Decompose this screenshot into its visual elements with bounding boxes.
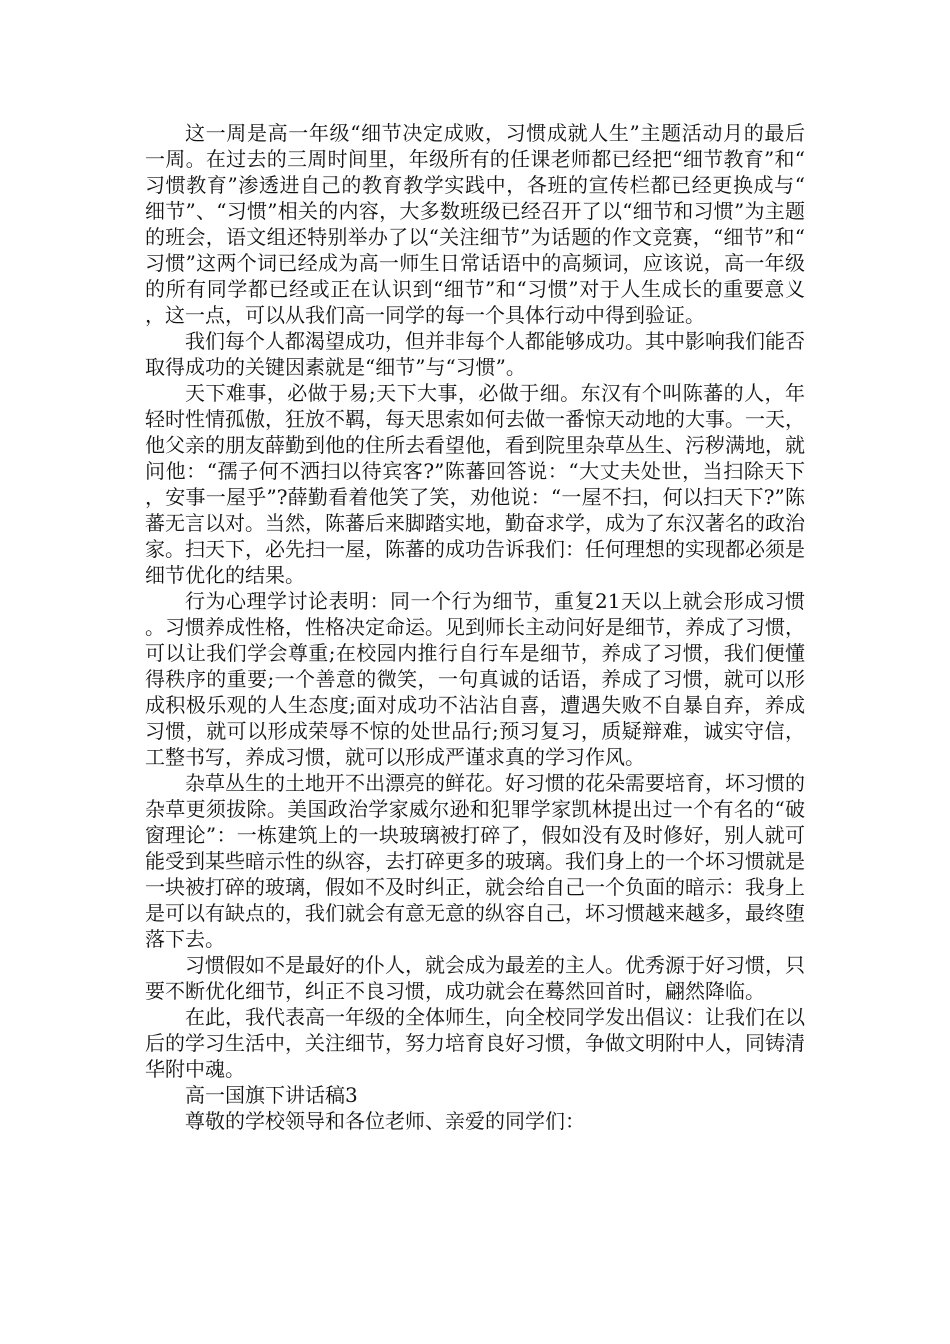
paragraph-broken-window: 杂草丛生的土地开不出漂亮的鲜花。好习惯的花朵需要培育，坏习惯的杂草更须拔除。美国政治学家威尔逊和犯罪学家凯林提出过一个有名的“破窗理论”：一栋建筑上的一块玻璃被打碎了，假如没有及时修好，别人就可能受到某些暗示性的纵容，去打碎更多的玻璃。我们身上的一个坏习惯就是一块被打碎的玻璃，假如不及时纠正，就会给自己一个负面的暗示：我身上是可以有缺点的，我们就会有意无意的纵容自己，坏习惯越来越多，最终堕落下去。 [145,771,805,951]
paragraph-habit-servant: 习惯假如不是最好的仆人，就会成为最差的主人。优秀源于好习惯，只要不断优化细节，纠正不良习惯，成功就会在蓦然回首时，翩然降临。 [145,953,805,1003]
paragraph-intro: 这一周是高一年级“细节决定成败，习惯成就人生”主题活动月的最后一周。在过去的三周时间里，年级所有的任课老师都已经把“细节教育”和“习惯教育”渗透进自己的教育教学实践中，各班的宣传栏都已经更换成与“细节”、“习惯”相关的内容，大多数班级已经召开了以“细节和习惯”为主题的班会，语文组还特别举办了以“关注细节”为话题的作文竞赛，“细节”和“习惯”这两个词已经成为高一师生日常话语中的高频词，应该说，高一年级的所有同学都已经或正在认识到“细节”和“习惯”对于人生成长的重要意义，这一点，可以从我们高一同学的每一个具体行动中得到验证。 [145,121,805,327]
paragraph-success: 我们每个人都渴望成功，但并非每个人都能够成功。其中影响我们能否取得成功的关键因素就是“细节”与“习惯”。 [145,329,805,379]
paragraph-chenfan-story: 天下难事，必做于易;天下大事，必做于细。东汉有个叫陈蕃的人，年轻时性情孤傲，狂放不羁，每天思索如何去做一番惊天动地的大事。一天，他父亲的朋友薛勤到他的住所去看望他，看到院里杂草丛生、污秽满地，就问他：“孺子何不洒扫以待宾客?”陈蕃回答说：“大丈夫处世，当扫除天下，安事一屋乎”?薛勤看着他笑了笑，劝他说：“一屋不扫，何以扫天下?”陈蕃无言以对。当然，陈蕃后来脚踏实地，勤奋求学，成为了东汉著名的政治家。扫天下，必先扫一屋，陈蕃的成功告诉我们：任何理想的实现都必须是细节优化的结果。 [145,381,805,587]
document-body [145,120,805,1134]
paragraph-greeting: 尊敬的学校领导和各位老师、亲爱的同学们： [185,1109,585,1133]
paragraph-proposal: 在此，我代表高一年级的全体师生，向全校同学发出倡议：让我们在以后的学习生活中，关注细节，努力培育良好习惯，争做文明附中人，同铸清华附中魂。 [145,1005,805,1081]
paragraph-behavior-psychology: 行为心理学讨论表明：同一个行为细节，重复21天以上就会形成习惯。习惯养成性格，性格决定命运。见到师长主动问好是细节，养成了习惯，可以让我们学会尊重;在校园内推行自行车是细节，养成了习惯，我们便懂得秩序的重要;一个善意的微笑，一句真诚的话语，养成了习惯，就可以形成积极乐观的人生态度;面对成功不沾沾自喜，遭遇失败不自暴自弃，养成习惯，就可以形成荣辱不惊的处世品行;预习复习，质疑辩难，诚实守信，工整书写，养成习惯，就可以形成严谨求真的学习作风。 [145,589,805,769]
section-heading: 高一国旗下讲话稿3 [185,1083,358,1107]
